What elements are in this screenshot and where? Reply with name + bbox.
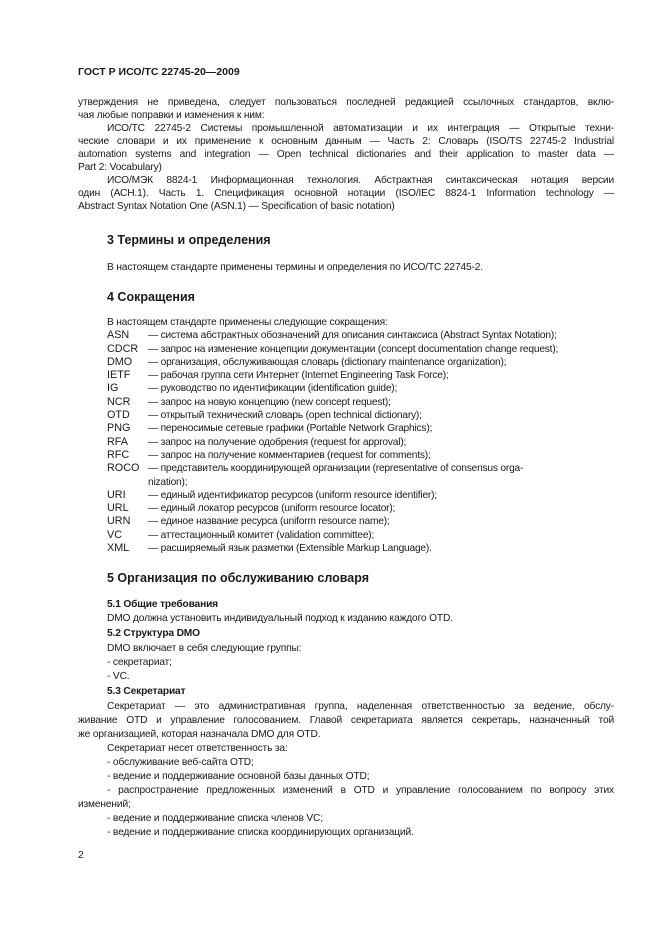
list-item: - распространение предложенных изменений в OTD и управление голосованием по вопросу этих (107, 785, 614, 796)
abbreviation-code: VC (107, 528, 122, 541)
section-4-heading: 4 Сокращения (107, 290, 195, 304)
abbreviation-code: NCR (107, 395, 131, 408)
abbreviation-code: IETF (107, 369, 131, 382)
abbreviation-item (107, 369, 627, 382)
list-item: - секретариат; (107, 657, 172, 668)
abbreviation-definition-continuation: nization); (148, 476, 188, 488)
text-line: Abstract Syntax Notation One (ASN.1) — Specification of basic notation) (78, 201, 395, 212)
text-line: утверждения не приведена, следует пользоваться последней редакцией ссылочных стандартов, вклю- (78, 97, 614, 108)
abbreviation-definition: — запрос на изменение концепции документации (concept documentation change request); (148, 343, 559, 355)
list-item: - ведение и поддерживание основной базы данных OTD; (107, 771, 370, 782)
text-line: ИСО/ТС 22745-2 Системы промышленной автоматизации и их интеграция — Открытые техни- (107, 123, 614, 134)
abbreviation-item (107, 396, 627, 409)
abbreviation-item (107, 343, 627, 356)
abbreviation-code: DMO (107, 355, 133, 368)
text-line: живание OTD и управление голосованием. Главой секретариата является секретарь, назначенный той (78, 715, 614, 726)
abbreviation-list (107, 316, 627, 555)
abbreviation-item (107, 489, 627, 502)
abbreviation-definition: — запрос на новую концепцию (new concept request); (148, 396, 391, 408)
text-line: ИСО/МЭК 8824-1 Информационная технология. Абстрактная синтаксическая нотация версии (107, 175, 614, 186)
text-line: один (АСН.1). Часть 1. Спецификация основной нотации (ISO/IEC 8824-1 Information technology — (78, 188, 614, 199)
abbreviation-definition: — единое название ресурса (uniform resource name); (148, 516, 390, 528)
page-number: 2 (78, 850, 84, 861)
abbreviation-item (107, 529, 627, 542)
text-line: ческие словари и их применение к основным данным — Часть 2: Словарь (ISO/TS 22745-2 Industrial (78, 136, 614, 147)
abbreviation-item (107, 462, 627, 475)
abbreviation-item (107, 409, 627, 422)
list-item: - VC. (107, 671, 130, 682)
section-5-2-body (107, 642, 643, 684)
list-item: - обслуживание веб-сайта OTD; (107, 757, 254, 768)
abbreviation-item (107, 449, 627, 462)
abbreviation-code: PNG (107, 422, 131, 435)
list-item: - ведение и поддерживание списка координирующих организаций. (107, 827, 414, 838)
abbreviation-definition: — расширяемый язык разметки (Extensible Markup Language). (148, 543, 432, 555)
abbreviation-code: URN (107, 515, 131, 528)
abbreviation-definition: — рабочая группа сети Интернет (Internet Engineering Task Force); (148, 370, 449, 382)
text-line: automation systems and integration — Open technical dictionaries and their application to master data — (78, 149, 614, 160)
abbreviation-item (107, 436, 627, 449)
section-5-1-text: DMO должна установить индивидуальный подход к изданию каждого OTD. (107, 613, 453, 624)
abbreviation-definition: — запрос на получение одобрения (request for approval); (148, 436, 407, 448)
abbreviation-item (107, 542, 627, 555)
abbreviation-definition: — аттестационный комитет (validation committee); (148, 529, 375, 541)
list-item: изменений; (78, 799, 131, 810)
abbreviation-item (107, 515, 627, 528)
section-5-3-heading: 5.3 Секретариат (107, 686, 186, 697)
section-5-heading: 5 Организация по обслуживанию словаря (107, 571, 369, 585)
abbreviation-item (107, 356, 627, 369)
abbreviation-intro: В настоящем стандарте применены следующие сокращения: (107, 317, 388, 328)
section-3-heading: 3 Термины и определения (107, 233, 271, 247)
abbreviation-code: URL (107, 502, 129, 515)
section-5-2-heading: 5.2 Структура DMO (107, 628, 200, 639)
abbreviation-code: URI (107, 488, 126, 501)
text-line: DMO включает в себя следующие группы: (107, 643, 302, 654)
abbreviation-definition: — переносимые сетевые графики (Portable Network Graphics); (148, 423, 433, 435)
abbreviation-definition: — представитель координирующей организации (representative of consensus orga- (148, 463, 524, 475)
text-line: чая любые поправки и изменения к ним: (78, 110, 265, 121)
text-line: Секретариат — это административная группа, наделенная ответственностью за ведение, обслу- (107, 701, 614, 712)
abbreviation-code: OTD (107, 409, 130, 422)
section-5-1-heading: 5.1 Общие требования (107, 599, 218, 610)
text-line: Part 2: Vocabulary) (78, 162, 162, 173)
abbreviation-code: CDCR (107, 342, 139, 355)
abbreviation-item (107, 422, 627, 435)
text-line: же организацией, которая назначала DMO для OTD. (78, 729, 321, 740)
abbreviation-definition: — единый локатор ресурсов (uniform resource locator); (148, 503, 396, 515)
abbreviation-code: RFA (107, 435, 128, 448)
abbreviation-code: ASN (107, 329, 130, 342)
abbreviation-definition: — организация, обслуживающая словарь (dictionary maintenance organization); (148, 356, 507, 368)
abbreviation-code: XML (107, 542, 130, 555)
abbreviation-definition: — единый идентификатор ресурсов (uniform resource identifier); (148, 489, 437, 501)
abbreviation-definition: — открытый технический словарь (open technical dictionary); (148, 410, 422, 422)
abbreviation-item (107, 329, 627, 342)
intro-text (78, 96, 614, 213)
abbreviation-definition: — система абстрактных обозначений для описания синтаксиса (Abstract Syntax Notation); (148, 330, 557, 342)
abbreviation-code: IG (107, 382, 119, 395)
abbreviation-item (107, 502, 627, 515)
section-5-3-body (78, 700, 614, 840)
document-header: ГОСТ Р ИСО/ТС 22745-20—2009 (78, 66, 240, 78)
list-item: - ведение и поддерживание списка членов VC; (107, 813, 323, 824)
text-line: Секретариат несет ответственность за: (107, 743, 288, 754)
abbreviation-definition: — руководство по идентификации (identification guide); (148, 383, 398, 395)
abbreviation-code: ROCO (107, 462, 140, 475)
abbreviation-code: RFC (107, 448, 130, 461)
abbreviation-definition: — запрос на получение комментариев (request for comments); (148, 449, 431, 461)
abbreviation-item (107, 382, 627, 395)
section-3-text: В настоящем стандарте применены термины и определения по ИСО/ТС 22745-2. (107, 262, 483, 273)
